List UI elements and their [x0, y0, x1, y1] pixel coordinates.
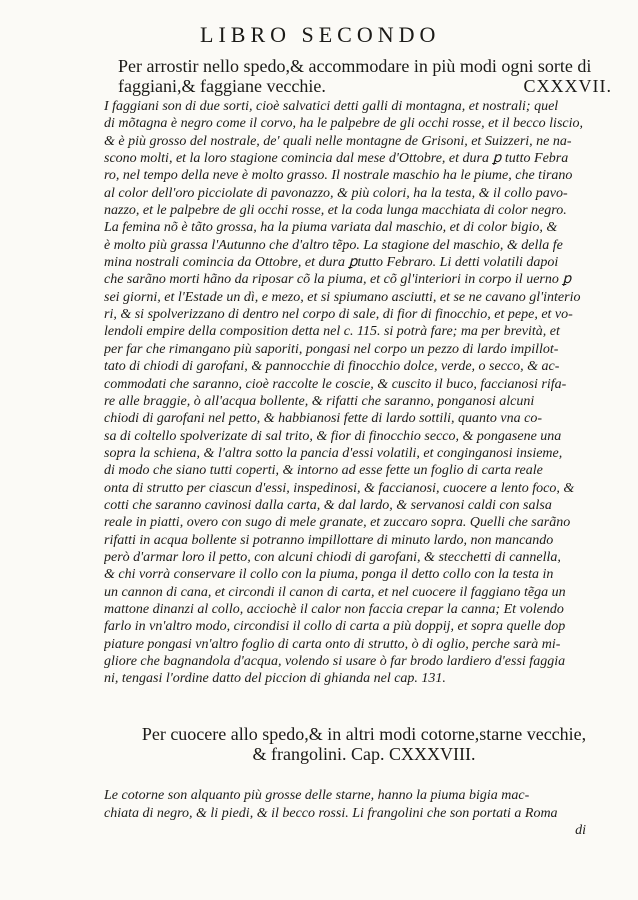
text-line: & è più grosso del nostrale, de' quali nelle montagne de Grisoni, et Suizzeri, ne na- — [104, 133, 572, 149]
text-line: nazzo, et le palpebre de gli occhi rosse, et la coda lunga macchiata di color negro. — [104, 203, 567, 219]
text-line: commodati che saranno, cioè raccolte le coscie, & cuscito il buco, faccianosi rifa- — [104, 376, 567, 392]
chapter-heading-138 — [124, 724, 604, 764]
text-line: al color dell'oro picciolate di pavonazzo, & più colori, ha la testa, & il collo pavo- — [104, 185, 568, 201]
text-line: onta di strutto per ciascun d'essi, inspedinosi, & faccianosi, cuocere a lento foco, & — [104, 480, 575, 496]
text-line: sopra la schiena, & l'altra sotto la pancia d'essi volatili, et conginganosi insieme, — [104, 445, 563, 461]
text-line: I faggiani son di due sorti, cioè salvatici detti galli di montagna, et nostrali; quel — [104, 99, 559, 114]
chapter-title-line: faggiani,& faggiane vecchie. — [118, 76, 326, 96]
text-line: cotti che saranno cavinosi dalla carta, & dal lardo, & servanosi caldi con salsa — [104, 497, 552, 513]
text-line: rifatti in acqua bollente si potranno impillottare di minuto lardo, non mancando — [104, 532, 554, 548]
chapter-body-137 — [104, 98, 620, 688]
text-line: reale in piatti, overo con sugo di mele granate, et zuccaro sopra. Quelli che sarãno — [104, 515, 571, 531]
text-line: tato di chiodi di garofani, & pannocchie di finocchio dolce, verde, o secco, & ac- — [104, 359, 560, 375]
text-line: farlo in vn'altro modo, circondisi il collo di carta a più doppij, et sopra quelle dop — [104, 619, 566, 635]
text-line: & chi vorrà conservare il collo con la piuma, ponga il detto collo con la testa in — [104, 567, 554, 583]
text-line: di mõtagna è negro come il corvo, ha le palpebre de gli occhi rosse, et il becco liscio, — [104, 116, 583, 132]
chapter-body-138 — [104, 787, 620, 840]
chapter-number: CXXXVII. — [523, 76, 612, 96]
text-line: La femina nõ è tãto grossa, ha la piuma variata dal maschio, et di color bigio, & — [104, 220, 558, 236]
text-line: sa di coltello spolverizate di sal trito, & fior di finocchio secco, & pongasene una — [104, 428, 562, 444]
text-line: piature pongasi vn'altro foglio di carta onto di strutto, ò di oglio, perche sarà mi- — [104, 636, 561, 652]
text-line: mina nostrali comincia da Ottobre, et dura ꝑtutto Febraro. Li detti volatili dapoi — [104, 255, 559, 271]
text-line: per far che rimangano più saporiti, pongasi nel corpo un pezzo di lardo impillot- — [104, 341, 559, 357]
text-line: però d'armar loro il petto, con alcuni chiodi di garofani, & stecchetti di cannella, — [104, 549, 561, 565]
text-line: che sarãno morti hãno da riposar cõ la piuma, et cõ gl'interiori in corpo il uerno ꝑ — [104, 272, 572, 288]
text-line: sei giorni, et l'Estade un dì, e mezo, et si spiumano asciutti, et se ne cavano gl'interio — [104, 289, 581, 305]
text-line: re alle braggie, ò all'acqua bollente, & rifatti che saranno, ponganosi alcuni — [104, 393, 535, 409]
text-line: è molto più grassa l'Autunno che d'altro tẽpo. La stagione del maschio, & della fe — [104, 237, 563, 253]
text-line: chiodi di garofani nel petto, & habbianosi fette di lardo sottili, quanto vna co- — [104, 411, 542, 427]
text-line: ri, & si spolverizzano di dentro nel corpo di sale, di fior di finocchio, et pepe, et vo- — [104, 307, 573, 323]
chapter-title-line: Per arrostir nello spedo,& accommodare in più modi ogni sorte di — [118, 56, 592, 76]
text-line: lendoli empire della composition detta nel c. 115. si potrà fare; ma per brevità, et — [104, 324, 560, 340]
text-line: di modo che siano tutti coperti, & intorno ad esse fette un foglio di carta reale — [104, 463, 543, 479]
chapter-heading-137 — [118, 56, 618, 96]
text-line: chiata di negro, & li piedi, & il becco rossi. Li frangolini che son portati a Roma — [104, 805, 558, 821]
chapter-title-line: Per cuocere allo spedo,& in altri modi cotorne,starne vecchie, — [141, 724, 587, 744]
text-line: un cannon di cana, et circondi il canon di carta, et nel cuocere il faggiano tẽga un — [104, 584, 566, 600]
text-line: ro, nel tempo della neve è molto grasso. Il nostrale maschio ha le piume, che tirano — [104, 168, 573, 184]
text-line: ni, tengasi l'ordine datto del piccion di ghianda nel cap. 131. — [104, 671, 446, 687]
text-line: gliore che bagnandola d'acqua, volendo si usare ò far brodo lardiero d'essi faggia — [104, 654, 566, 669]
catchword: di — [575, 823, 586, 838]
chapter-title-line: & frangolini. Cap. CXXXVIII. — [252, 744, 476, 764]
running-head: LIBRO SECONDO — [200, 22, 441, 47]
text-line: Le cotorne son alquanto più grosse delle starne, hanno la piuma bigia mac- — [104, 788, 530, 803]
text-line: scono molti, et la loro stagione comincia dal mese d'Ottobre, et dura ꝑ tutto Febra — [104, 151, 569, 167]
text-line: mattone dinanzi al collo, acciochè il calor non faccia crepar la canna; Et volendo — [104, 601, 564, 617]
